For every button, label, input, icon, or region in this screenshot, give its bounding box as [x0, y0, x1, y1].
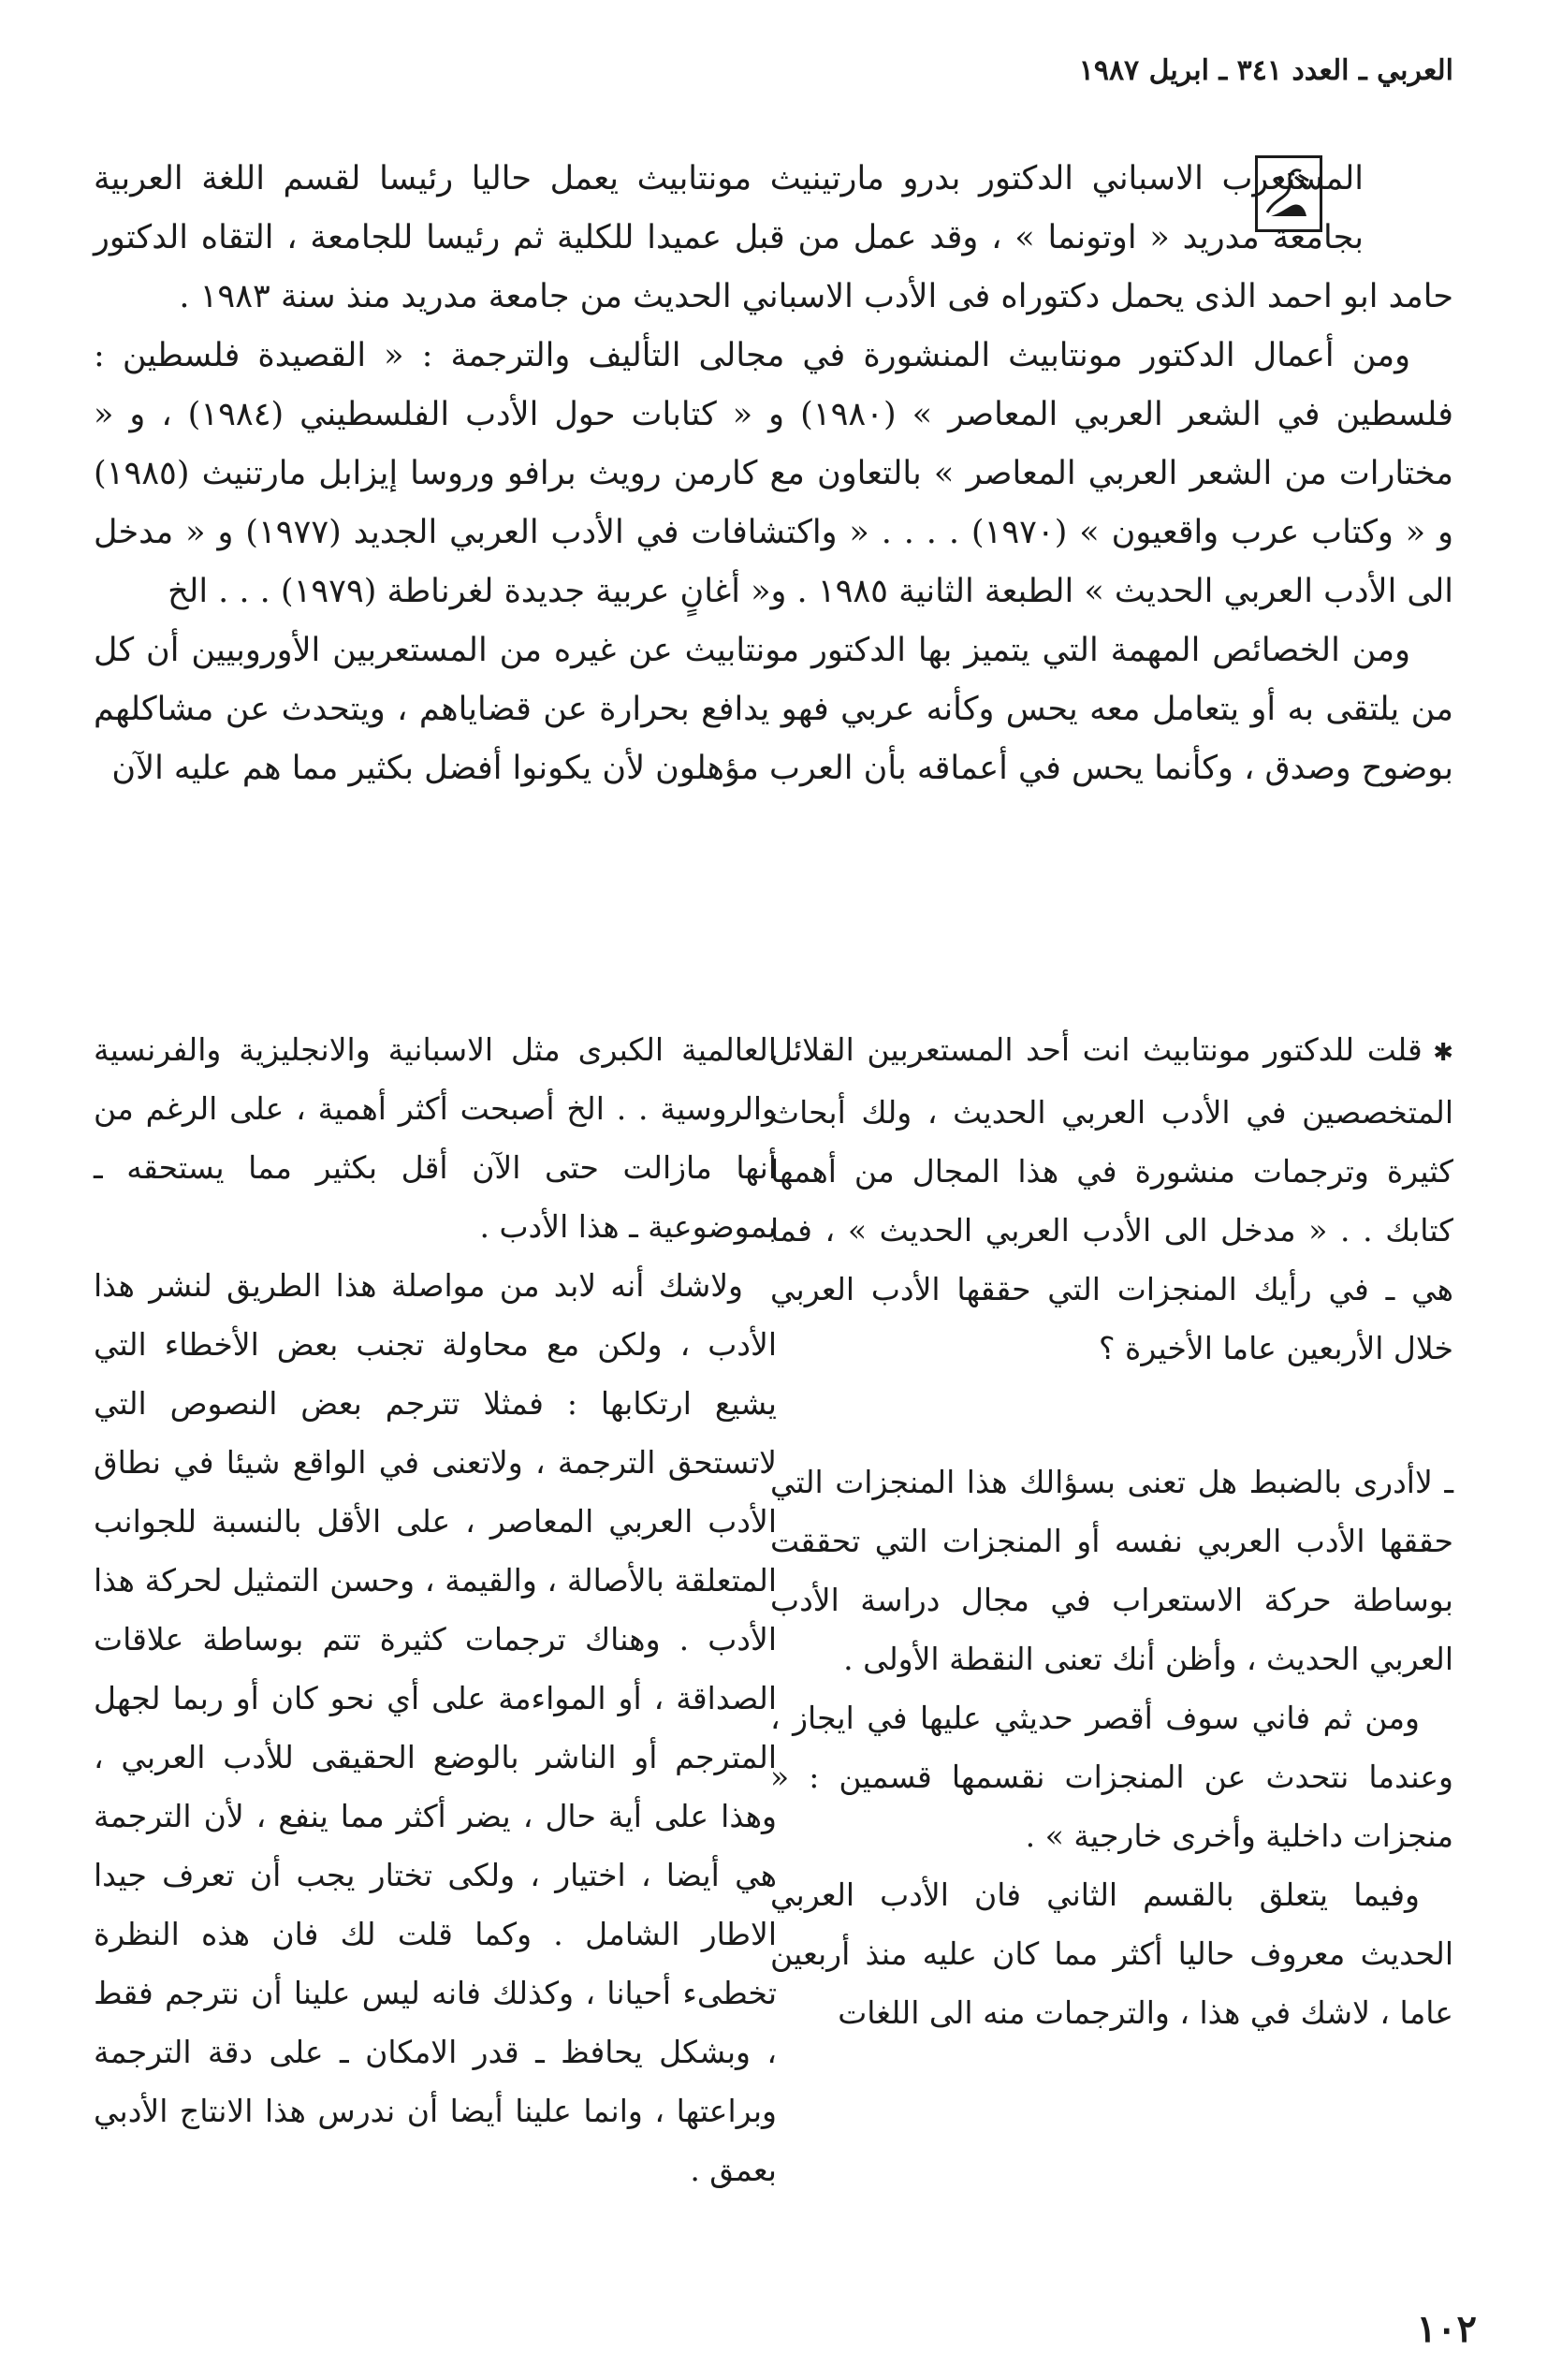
interview-question: ✱ قلت للدكتور مونتابيث انت أحد المستعربين القلائل المتخصصين في الأدب العربي الحديث ، ولك أبحاث كثيرة وترجمات منشورة في هذا المجال من أهمها كتابك . . « مدخل الى الأدب العربي الحديث » ، فما هي ـ في رأيك المنجزات التي حققها الأدب العربي خلال الأربعين عاما الأخيرة ؟ [770, 1020, 1453, 1378]
right-column [770, 1020, 1453, 2042]
page-number: ١٠٢ [1416, 2307, 1477, 2351]
running-head: العربي ـ العدد ٣٤١ ـ ابريل ١٩٨٧ [1078, 54, 1453, 87]
intro-paragraph: ومن الخصائص المهمة التي يتميز بها الدكتور مونتابيث عن غيره من المستعربين الأوروبيين أن كل من يلتقى به أو يتعامل معه يحس وكأنه عربي فهو يدافع بحرارة عن قضاياهم ، ويتحدث عن مشاكلهم بوضوح وصدق ، وكأنما يحس في أعماقه بأن العرب مؤهلون لأن يكونوا أفضل بكثير مما هم عليه الآن [94, 632, 1453, 787]
intro-paragraph: المستعرب الاسباني الدكتور بدرو مارتينيث مونتابيث يعمل حاليا رئيسا لقسم اللغة العربية بجامعة مدريد « اوتونما » ، وقد عمل من قبل عميدا للكلية ثم رئيسا للجامعة ، التقاه الدكتور حامد ابو احمد الذى يحمل دكتوراه فى الأدب الاسباني الحديث من جامعة مدريد منذ سنة ١٩٨٣ . [94, 160, 1453, 315]
interview-answer: ـ لاأدرى بالضبط هل تعنى بسؤالك هذا المنجزات التي حققها الأدب العربي نفسه أو المنجزات التي تحققت بوساطة حركة الاستعراب في مجال دراسة الأدب العربي الحديث ، وأظن أنك تعنى النقطة الأولى . [770, 1464, 1453, 1677]
body-paragraph: العالمية الكبرى مثل الاسبانية والانجليزية والفرنسية والروسية . . الخ أصبحت أكثر أهمية ، على الرغم من أنها مازالت حتى الآن أقل بكثير مما يستحقه ـ بموضوعية ـ هذا الأدب . [94, 1031, 777, 1245]
body-paragraph: ولاشك أنه لابد من مواصلة هذا الطريق لنشر هذا الأدب ، ولكن مع محاولة تجنب بعض الأخطاء التي يشيع ارتكابها : فمثلا تترجم بعض النصوص التي لاتستحق الترجمة ، ولاتعنى في الواقع شيئا في نطاق الأدب العربي المعاصر ، على الأقل بالنسبة للجوانب المتعلقة بالأصالة ، والقيمة ، وحسن التمثيل لحركة هذا الأدب . وهناك ترجمات كثيرة تتم بوساطة علاقات الصداقة ، أو المواءمة على أي نحو كان أو ربما لجهل المترجم أو الناشر بالوضع الحقيقى للأدب العربي ، وهذا على أية حال ، يضر أكثر مما ينفع ، لأن الترجمة هي أيضا ، اختيار ، ولكى تختار يجب أن تعرف جيدا الاطار الشامل . وكما قلت لك فان هذه النظرة تخطىء أحيانا ، وكذلك فانه ليس علينا أن نترجم فقط ، وبشكل يحافظ ـ قدر الامكان ـ على دقة الترجمة وبراعتها ، وانما علينا أيضا أن ندرس هذا الانتاج الأدبي بعمق . [94, 1267, 777, 2188]
left-column [94, 1020, 777, 2199]
intro-paragraph: ومن أعمال الدكتور مونتابيث المنشورة في مجالى التأليف والترجمة : « القصيدة فلسطين : فلسطين في الشعر العربي المعاصر » (١٩٨٠) و « كتابات حول الأدب الفلسطيني (١٩٨٤) ، و « مختارات من الشعر العربي المعاصر » بالتعاون مع كارمن رويث برافو وروسا إيزابل مارتنيث (١٩٨٥) و « وكتاب عرب واقعيون » (١٩٧٠) . . . . « واكتشافات في الأدب العربي الجديد (١٩٧٧) و « مدخل الى الأدب العربي الحديث » الطبعة الثانية ١٩٨٥ . و« أغانٍ عربية جديدة لغرناطة (١٩٧٩) . . . الخ [94, 337, 1454, 610]
article-intro [94, 150, 1453, 798]
body-paragraph: وفيما يتعلق بالقسم الثاني فان الأدب العربي الحديث معروف حاليا أكثر مما كان عليه منذ أربعين عاما ، لاشك في هذا ، والترجمات منه الى اللغات [770, 1876, 1453, 2031]
body-paragraph: ومن ثم فاني سوف أقصر حديثي عليها في ايجاز ، وعندما نتحدث عن المنجزات نقسمها قسمين : « منجزات داخلية وأخرى خارجية » . [770, 1700, 1453, 1854]
